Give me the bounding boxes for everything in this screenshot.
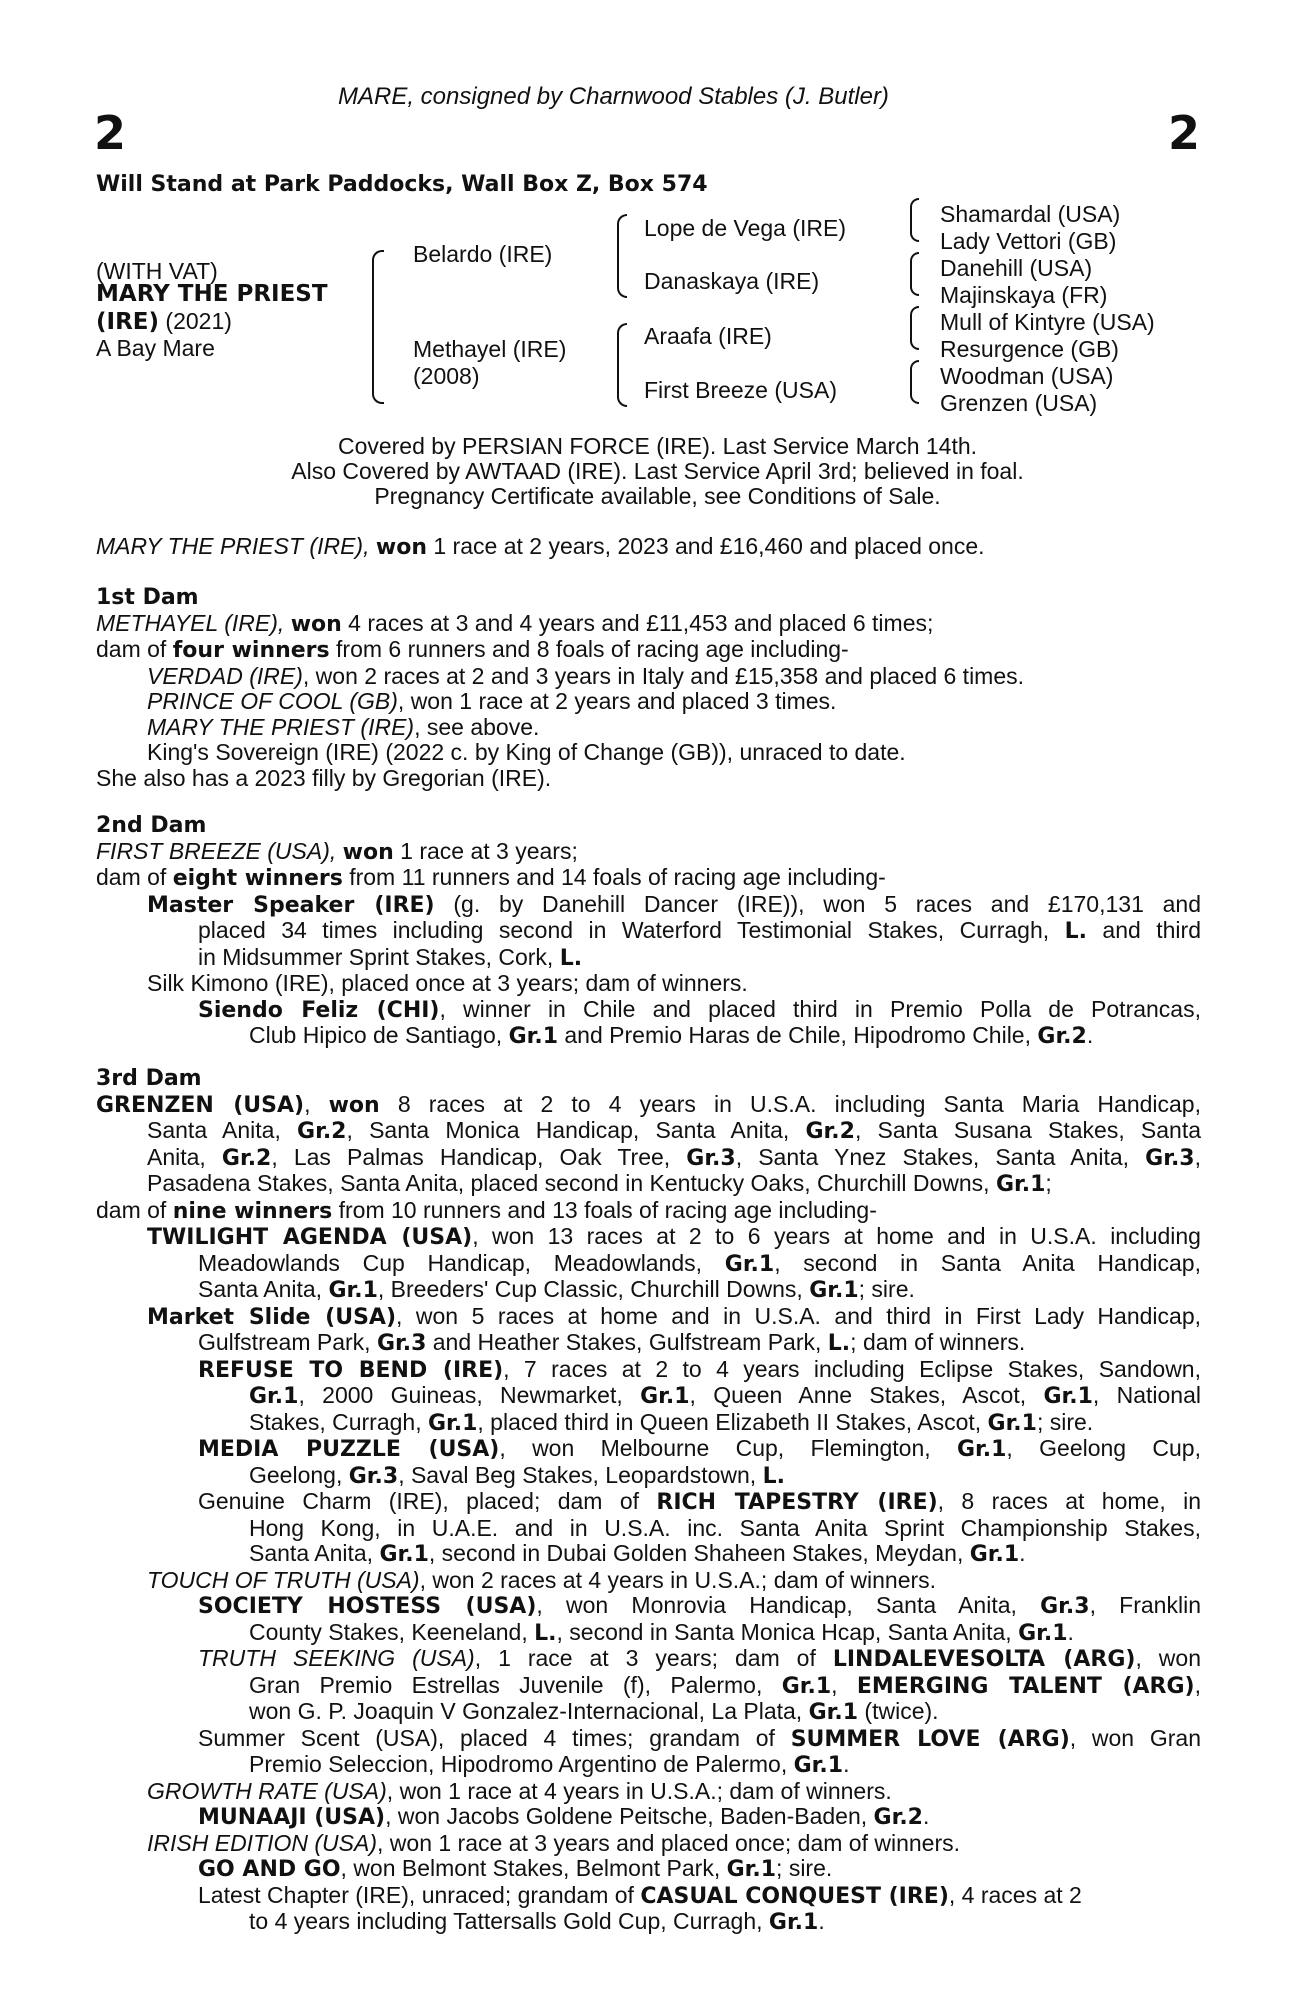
dam1-line: [96, 611, 1201, 638]
bold-text: Gr.3: [1040, 1594, 1090, 1619]
plain-text: , 2000 Guineas, Newmarket,: [298, 1382, 641, 1408]
plain-text: , won 2 races at 4 years in U.S.A.; dam of winners.: [419, 1566, 937, 1593]
plain-text: Santa Anita,: [249, 1540, 380, 1566]
plain-text: County Stakes, Keeneland,: [249, 1618, 535, 1645]
plain-text: in Midsummer Sprint Stakes, Cork,: [198, 943, 560, 970]
horse-country: (IRE): [96, 309, 160, 335]
plain-text: , Santa Monica Handicap, Santa Anita,: [346, 1117, 806, 1143]
plain-text: .: [1067, 1618, 1074, 1645]
dam1-line: [96, 715, 1201, 741]
plain-text: .: [922, 1803, 930, 1829]
pedigree-gg-7: Woodman (USA): [940, 363, 1114, 389]
horse-description: A Bay Mare: [96, 335, 215, 361]
bold-text: MUNAAJI (USA): [198, 1805, 386, 1830]
dam3-line: [96, 1330, 1201, 1357]
summary-won: won: [375, 535, 427, 560]
bold-text: Gr.1: [379, 1542, 429, 1567]
italic-text: GROWTH RATE (USA): [147, 1777, 387, 1804]
plain-text: and Heather Stakes, Gulfstream Park,: [426, 1329, 828, 1355]
pedigree-gg-4: Majinskaya (FR): [940, 282, 1108, 308]
plain-text: , Santa Ynez Stakes, Santa Anita,: [735, 1143, 1146, 1170]
bold-text: SOCIETY HOSTESS (USA): [198, 1594, 537, 1619]
dam2-line: [96, 918, 1201, 945]
bold-text: REFUSE TO BEND (IRE): [198, 1357, 504, 1383]
plain-text: .: [843, 1751, 850, 1777]
dam3-line: [96, 1118, 1201, 1145]
bold-text: Gr.3: [686, 1145, 736, 1171]
dam1-line: [96, 689, 1201, 715]
bold-text: GO AND GO: [198, 1857, 341, 1882]
dam3-line: [96, 1224, 1201, 1251]
plain-text: dam of: [96, 1196, 173, 1223]
horse-year: (2021): [159, 308, 232, 334]
dam3-line: [96, 1304, 1201, 1331]
plain-text: King's Sovereign (IRE) (2022 c. by King of Change (GB)), unraced to date.: [147, 739, 906, 765]
plain-text: ,: [304, 1090, 329, 1117]
dam3-line: [96, 1883, 1201, 1910]
third-dam-heading: 3rd Dam: [96, 1066, 202, 1091]
bold-text: Gr.2: [805, 1119, 855, 1144]
second-dam-lines: [96, 839, 1201, 1050]
bold-text: Gr.2: [221, 1145, 272, 1171]
plain-text: Latest Chapter (IRE), unraced; grandam of: [198, 1881, 641, 1908]
bold-text: Gr.1: [793, 1753, 844, 1778]
plain-text: Gran Premio Estrellas Juvenile (f), Palermo,: [249, 1671, 782, 1698]
pedigree-brace-gg4: [910, 360, 919, 404]
plain-text: , won 1 race at 4 years in U.S.A.; dam of winners.: [386, 1777, 892, 1804]
plain-text: ;: [1045, 1170, 1052, 1196]
covering-line-1: Covered by PERSIAN FORCE (IRE). Last Service March 14th.: [337, 433, 978, 459]
bold-text: Market Slide (USA): [147, 1304, 397, 1330]
bold-text: Gr.1: [808, 1700, 859, 1725]
first-dam-heading: 1st Dam: [96, 585, 199, 610]
plain-text: ; dam of winners.: [850, 1329, 1026, 1355]
italic-text: VERDAD (IRE): [147, 662, 303, 689]
dam3-line: [96, 1463, 1201, 1490]
summary-rest: 1 race at 2 years, 2023 and £16,460 and placed once.: [426, 533, 985, 559]
bold-text: Gr.2: [1037, 1024, 1087, 1049]
pedigree-brace-main: [372, 250, 384, 404]
dam3-line: [96, 1620, 1201, 1647]
dam3-line: [96, 1541, 1201, 1568]
italic-text: MARY THE PRIEST (IRE): [147, 713, 415, 740]
bold-text: Gr.2: [297, 1119, 347, 1144]
bold-text: Gr.1: [781, 1673, 832, 1699]
dam3-line: [96, 1410, 1201, 1437]
plain-text: , Queen Anne Stakes, Ascot,: [689, 1382, 1044, 1408]
plain-text: .: [1019, 1540, 1026, 1566]
bold-text: Gr.1: [987, 1410, 1037, 1436]
plain-text: She also has a 2023 filly by Gregorian (IRE).: [96, 764, 552, 791]
bold-text: won: [290, 611, 342, 637]
plain-text: to 4 years including Tattersalls Gold Cup, Curragh,: [249, 1908, 769, 1934]
plain-text: , second in Dubai Golden Shaheen Stakes, Meydan,: [428, 1540, 970, 1566]
plain-text: , won 1 race at 3 years and placed once; dam of winners.: [377, 1829, 961, 1856]
dam3-line: [96, 1673, 1201, 1700]
plain-text: .: [1086, 1022, 1094, 1048]
plain-text: , won 5 races at home and in U.S.A. and third in First Lady Handicap,: [396, 1302, 1202, 1329]
plain-text: and third: [1086, 917, 1201, 943]
bold-text: Gr.1: [809, 1278, 859, 1303]
dam3-line: [96, 1198, 1201, 1225]
covering-line-3: Pregnancy Certificate available, see Conditions of Sale.: [374, 483, 941, 509]
bold-text: Gr.1: [640, 1384, 690, 1409]
dam3-line: [96, 1646, 1201, 1673]
dam3-line: [96, 1593, 1201, 1620]
italic-text: TOUCH OF TRUTH (USA): [147, 1566, 420, 1593]
vat-label: (WITH VAT): [96, 258, 218, 284]
pedigree-dam-year: (2008): [413, 363, 480, 389]
plain-text: , Las Palmas Handicap, Oak Tree,: [271, 1143, 687, 1170]
first-dam-section: [96, 585, 1201, 791]
bold-text: four winners: [172, 638, 330, 663]
dam1-line: [96, 766, 1201, 792]
plain-text: , won 2 races at 2 and 3 years in Italy and £15,358 and placed 6 times.: [302, 662, 1025, 689]
pedigree-gg-3: Danehill (USA): [940, 255, 1093, 281]
bold-text: won: [342, 839, 394, 865]
dam3-line: [96, 1699, 1201, 1726]
second-dam-section: [96, 813, 1201, 1050]
plain-text: , National: [1092, 1382, 1202, 1408]
bold-text: MEDIA PUZZLE (USA): [198, 1437, 500, 1462]
plain-text: Pasadena Stakes, Santa Anita, placed second in Kentucky Oaks, Churchill Downs,: [147, 1170, 996, 1196]
plain-text: Hong Kong, in U.A.E. and in U.S.A. inc. Santa Anita Sprint Championship Stakes,: [249, 1514, 1201, 1541]
plain-text: Stakes, Curragh,: [249, 1408, 428, 1435]
bold-text: LINDALEVESOLTA (ARG): [832, 1647, 1136, 1672]
plain-text: from 6 runners and 8 foals of racing age including-: [329, 636, 849, 662]
dam2-line: [96, 997, 1201, 1024]
plain-text: , 4 races at 2: [948, 1881, 1082, 1908]
dam3-line: [96, 1251, 1201, 1278]
bold-text: Gr.1: [427, 1410, 478, 1436]
plain-text: won G. P. Joaquin V Gonzalez-Internacional, La Plata,: [249, 1698, 809, 1724]
plain-text: ; sire.: [776, 1855, 833, 1881]
third-dam-lines: [96, 1092, 1201, 1936]
pedigree-brace-gg1: [910, 198, 919, 242]
plain-text: from 10 runners and 13 foals of racing age including-: [332, 1196, 877, 1223]
pedigree-dam-sire: Araafa (IRE): [644, 323, 772, 349]
italic-text: METHAYEL (IRE),: [96, 609, 291, 636]
bold-text: TWILIGHT AGENDA (USA): [147, 1225, 473, 1250]
dam2-line: [96, 865, 1201, 892]
dam3-line: [96, 1568, 1201, 1594]
dam1-line: [96, 740, 1201, 766]
covering-line-2: Also Covered by AWTAAD (IRE). Last Service April 3rd; believed in foal.: [291, 458, 1024, 484]
dam3-line: [96, 1092, 1201, 1119]
dam3-line: [96, 1357, 1201, 1384]
dam2-line: [96, 839, 1201, 866]
plain-text: Santa Anita,: [198, 1276, 329, 1302]
plain-text: 1 race at 3 years;: [393, 837, 578, 864]
bold-text: SUMMER LOVE (ARG): [790, 1726, 1070, 1752]
bold-text: Siendo Feliz (CHI): [198, 997, 440, 1023]
plain-text: Summer Scent (USA), placed 4 times; grandam of: [198, 1724, 791, 1751]
bold-text: Gr.1: [726, 1857, 777, 1882]
race-summary: [96, 533, 985, 561]
pedigree-gg-6: Resurgence (GB): [940, 336, 1119, 362]
lot-number-left: 2: [94, 106, 127, 160]
dam3-line: [96, 1489, 1201, 1516]
pedigree-brace-sire: [617, 214, 627, 298]
first-dam-lines: [96, 611, 1201, 792]
plain-text: , Saval Beg Stakes, Leopardstown,: [398, 1461, 763, 1488]
plain-text: placed 34 times including second in Waterford Testimonial Stakes, Curragh,: [198, 917, 1065, 943]
pedigree-gg-1: Shamardal (USA): [940, 201, 1121, 227]
bold-text: CASUAL CONQUEST (IRE): [640, 1883, 949, 1909]
plain-text: ; sire.: [858, 1276, 915, 1302]
plain-text: , Franklin: [1089, 1592, 1201, 1618]
plain-text: (g. by Danehill Dancer (IRE)), won 5 races and £170,131 and: [434, 890, 1201, 917]
bold-text: Master Speaker (IRE): [147, 892, 435, 918]
dam3-line: [96, 1804, 1201, 1831]
plain-text: Gulfstream Park,: [198, 1329, 377, 1355]
bold-text: Gr.1: [956, 1437, 1007, 1462]
bold-text: RICH TAPESTRY (IRE): [656, 1490, 938, 1515]
plain-text: , won Monrovia Handicap, Santa Anita,: [536, 1592, 1041, 1618]
plain-text: , won: [1135, 1645, 1201, 1671]
plain-text: 4 races at 3 and 4 years and £11,453 and placed 6 times;: [341, 609, 934, 636]
pedigree-gg-8: Grenzen (USA): [940, 390, 1098, 416]
plain-text: (twice).: [858, 1698, 939, 1724]
bold-text: L.: [559, 945, 583, 971]
bold-text: Gr.1: [969, 1542, 1020, 1567]
horse-name-suffix: [96, 308, 232, 335]
consignor-line: MARE, consigned by Charnwood Stables (J. Butler): [338, 83, 889, 110]
pedigree-gg-5: Mull of Kintyre (USA): [940, 309, 1155, 335]
dam3-line: [96, 1856, 1201, 1883]
dam3-line: [96, 1383, 1201, 1410]
bold-text: L.: [534, 1620, 557, 1646]
pedigree-sire-dam: Danaskaya (IRE): [644, 268, 820, 294]
plain-text: Club Hipico de Santiago,: [249, 1022, 509, 1048]
dam3-line: [96, 1516, 1201, 1542]
dam1-line: [96, 637, 1201, 664]
dam3-line: [96, 1831, 1201, 1857]
dam3-line: [96, 1145, 1201, 1172]
bold-text: Gr.1: [1043, 1384, 1093, 1409]
plain-text: Silk Kimono (IRE), placed once at 3 years; dam of winners.: [147, 970, 748, 996]
plain-text: 8 races at 2 to 4 years in U.S.A. including Santa Maria Handicap,: [379, 1090, 1201, 1117]
bold-text: Gr.3: [348, 1463, 399, 1489]
plain-text: , won 1 race at 2 years and placed 3 times.: [397, 688, 837, 714]
plain-text: .: [818, 1908, 825, 1934]
plain-text: , Breeders' Cup Classic, Churchill Downs,: [377, 1276, 810, 1302]
plain-text: dam of: [96, 636, 173, 662]
stand-location: Will Stand at Park Paddocks, Wall Box Z, Box 574: [96, 172, 708, 197]
dam3-line: [96, 1909, 1201, 1936]
plain-text: , won Jacobs Goldene Peitsche, Baden-Baden,: [385, 1803, 874, 1829]
bold-text: won: [328, 1092, 380, 1118]
dam3-line: [96, 1436, 1201, 1463]
plain-text: Genuine Charm (IRE), placed; dam of: [198, 1488, 657, 1514]
dam3-line: [96, 1171, 1201, 1198]
plain-text: , won Melbourne Cup, Flemington,: [499, 1435, 957, 1461]
plain-text: ; sire.: [1036, 1408, 1094, 1435]
bold-text: L.: [762, 1463, 785, 1489]
plain-text: , see above.: [414, 713, 540, 740]
dam2-line: [96, 892, 1201, 919]
summary-name: MARY THE PRIEST (IRE),: [96, 533, 376, 559]
pedigree-sire-sire: Lope de Vega (IRE): [644, 215, 847, 241]
second-dam-heading: 2nd Dam: [96, 813, 207, 838]
pedigree-dam-dam: First Breeze (USA): [644, 377, 837, 403]
third-dam-section: [96, 1066, 1201, 1936]
plain-text: Geelong,: [249, 1461, 349, 1488]
bold-text: Gr.1: [328, 1278, 378, 1303]
plain-text: , won Gran: [1069, 1724, 1201, 1751]
dam2-line: [96, 971, 1201, 997]
italic-text: TRUTH SEEKING (USA): [198, 1645, 475, 1671]
bold-text: Gr.1: [249, 1384, 299, 1409]
bold-text: GRENZEN (USA): [96, 1092, 305, 1118]
pedigree-dam: Methayel (IRE): [413, 336, 567, 362]
pedigree-brace-dam: [617, 323, 627, 407]
plain-text: , 1 race at 3 years; dam of: [474, 1645, 833, 1671]
plain-text: , winner in Chile and placed third in Premio Polla de Potrancas,: [439, 995, 1201, 1022]
horse-name: MARY THE PRIEST: [96, 281, 328, 307]
plain-text: , 8 races at home, in: [937, 1488, 1201, 1514]
dam3-line: [96, 1779, 1201, 1805]
plain-text: ,: [831, 1671, 857, 1698]
plain-text: ,: [1194, 1143, 1201, 1170]
bold-text: L.: [1064, 919, 1087, 944]
bold-text: Gr.1: [724, 1251, 775, 1277]
plain-text: Anita,: [147, 1143, 222, 1170]
pedigree-gg-2: Lady Vettori (GB): [940, 228, 1117, 254]
plain-text: Santa Anita,: [147, 1117, 298, 1143]
dam1-line: [96, 664, 1201, 690]
bold-text: Gr.3: [1145, 1145, 1195, 1171]
dam2-line: [96, 945, 1201, 972]
bold-text: EMERGING TALENT (ARG): [856, 1673, 1195, 1699]
plain-text: dam of: [96, 864, 173, 890]
plain-text: , Geelong Cup,: [1006, 1435, 1201, 1461]
bold-text: Gr.3: [376, 1331, 427, 1356]
italic-text: PRINCE OF COOL (GB): [147, 688, 398, 714]
italic-text: FIRST BREEZE (USA),: [96, 837, 343, 864]
plain-text: , second in Santa Anita Handicap,: [774, 1249, 1201, 1276]
bold-text: Gr.1: [1018, 1620, 1068, 1646]
plain-text: , Santa Susana Stakes, Santa: [854, 1117, 1202, 1143]
dam3-line: [96, 1277, 1201, 1304]
pedigree-brace-gg2: [910, 252, 919, 296]
plain-text: , 7 races at 2 to 4 years including Eclipse Stakes, Sandown,: [503, 1355, 1201, 1382]
plain-text: , second in Santa Monica Hcap, Santa Anita,: [556, 1618, 1019, 1645]
bold-text: Gr.2: [873, 1805, 923, 1830]
lot-number-right: 2: [1168, 106, 1201, 160]
plain-text: Meadowlands Cup Handicap, Meadowlands,: [198, 1249, 725, 1276]
dam2-line: [96, 1023, 1201, 1050]
bold-text: Gr.1: [768, 1910, 819, 1935]
pedigree-sire: Belardo (IRE): [413, 241, 553, 267]
plain-text: Premio Seleccion, Hipodromo Argentino de Palermo,: [249, 1751, 794, 1777]
bold-text: Gr.1: [508, 1024, 558, 1049]
plain-text: ,: [1194, 1671, 1201, 1698]
plain-text: , won Belmont Stakes, Belmont Park,: [340, 1855, 727, 1881]
plain-text: , won 13 races at 2 to 6 years at home and in U.S.A. including: [472, 1223, 1201, 1249]
bold-text: Gr.1: [995, 1172, 1046, 1197]
bold-text: L.: [827, 1331, 851, 1356]
dam3-line: [96, 1752, 1201, 1779]
plain-text: and Premio Haras de Chile, Hipodromo Chile,: [558, 1022, 1038, 1048]
italic-text: IRISH EDITION (USA): [147, 1829, 378, 1856]
pedigree-brace-gg3: [910, 306, 919, 350]
plain-text: from 11 runners and 14 foals of racing age including-: [342, 864, 886, 890]
plain-text: , placed third in Queen Elizabeth II Stakes, Ascot,: [477, 1408, 988, 1435]
bold-text: eight winners: [172, 866, 343, 891]
bold-text: nine winners: [172, 1198, 333, 1224]
dam3-line: [96, 1726, 1201, 1753]
